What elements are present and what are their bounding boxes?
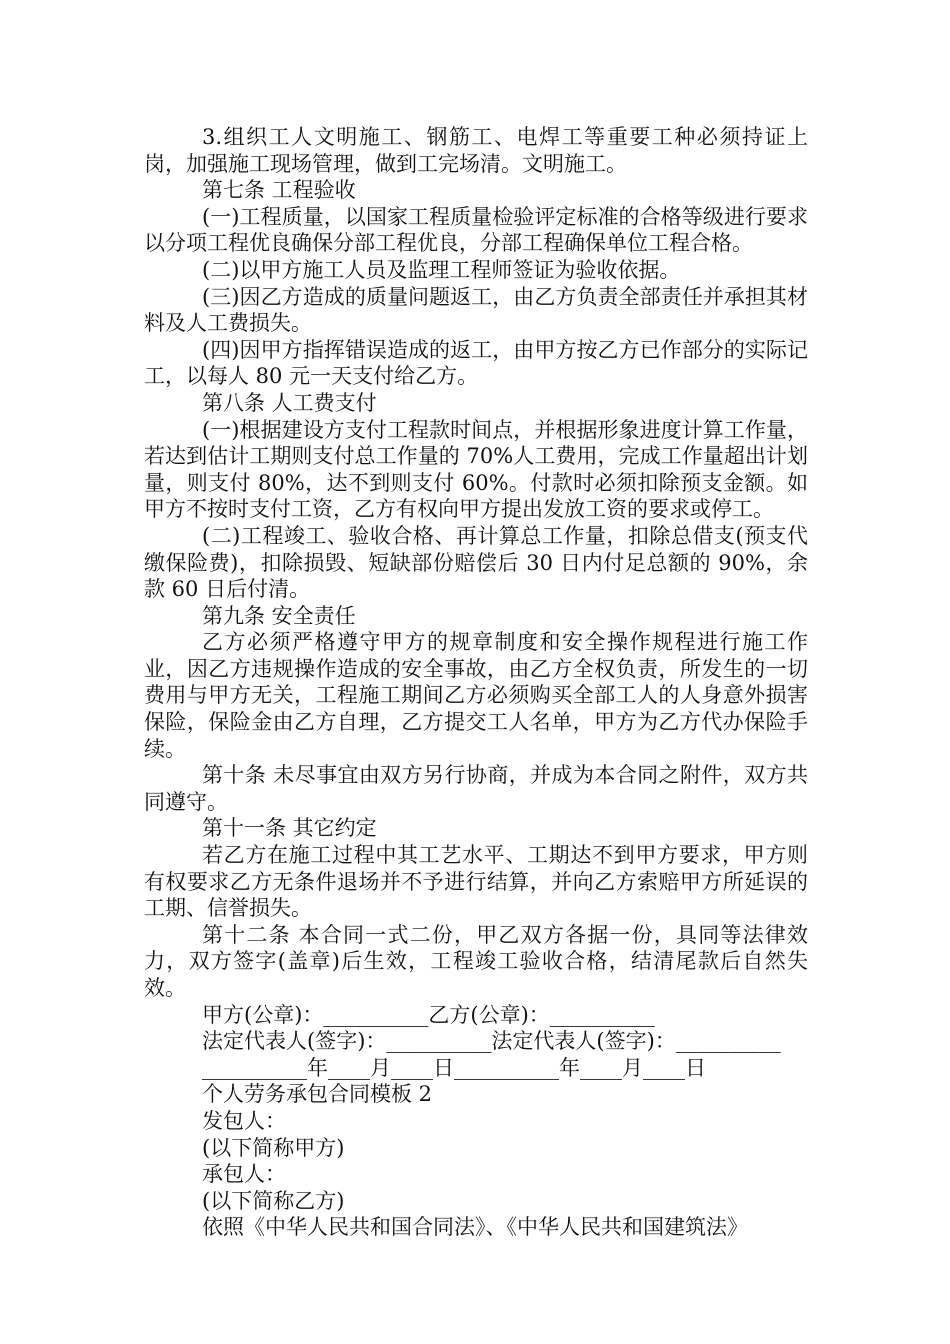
clause-11: 若乙方在施工过程中其工艺水平、工期达不到甲方要求，甲方则有权要求乙方无条件退场并不予进行结算，并向乙方索赔甲方所延误的工期、信誉损失。 [144, 843, 808, 921]
heading-article-7: 第七条 工程验收 [202, 178, 356, 203]
clause-7-2: (二)以甲方施工人员及监理工程师签证为验收依据。 [202, 257, 681, 282]
clause-8-1: (一)根据建设方支付工程款时间点，并根据形象进度计算工作量，若达到估计工期则支付总工作量的 70%人工费用，完成工作量超出计划量，则支付 80%，达不到则支付 60%。付款时必须扣除预支金额。如甲方不按时支付工资，乙方有权向甲方提出发放工资的要求或停工。 [144, 417, 808, 522]
clause-civilized-construction: 3.组织工人文明施工、钢筋工、电焊工等重要工种必须持证上岗，加强施工现场管理，做到工完场清。文明施工。 [144, 125, 808, 176]
signature-seal-line: 甲方(公章)：__________乙方(公章)：__________ [202, 1002, 655, 1027]
issuer-label: 发包人： [202, 1108, 286, 1133]
signature-representative-line: 法定代表人(签字)：__________法定代表人(签字)：__________ [202, 1029, 781, 1054]
clause-7-3: (三)因乙方造成的质量问题返工，由乙方负责全部责任并承担其材料及人工费损失。 [144, 284, 808, 336]
article-10: 第十条 未尽事宜由双方另行协商，并成为本合同之附件，双方共同遵守。 [144, 763, 808, 814]
heading-article-8: 第八条 人工费支付 [202, 390, 377, 415]
contractor-label: 承包人： [202, 1162, 286, 1187]
signature-date-line: __________年____月____日__________年____月____日 [202, 1055, 706, 1080]
article-12: 第十二条 本合同一式二份，甲乙双方各据一份，具同等法律效力，双方签字(盖章)后生效，工程竣工验收合格，结清尾款后自然失效。 [144, 922, 808, 1000]
clause-7-4: (四)因甲方指挥错误造成的返工，由甲方按乙方已作部分的实际记工，以每人 80 元一天支付给乙方。 [144, 337, 808, 389]
clause-8-2: (二)工程竣工、验收合格、再计算总工作量，扣除总借支(预支代缴保险费)，扣除损毁、短缺部份赔偿后 30 日内付足总额的 90%，余款 60 日后付清。 [144, 523, 808, 602]
issuer-note: (以下简称甲方) [202, 1135, 345, 1160]
contract-body [144, 124, 808, 1241]
clause-9: 乙方必须严格遵守甲方的规章制度和安全操作规程进行施工作业，因乙方违规操作造成的安全事故，由乙方全权负责，所发生的一切费用与甲方无关，工程施工期间乙方必须购买全部工人的人身意外损害保险，保险金由乙方自理，乙方提交工人名单，甲方为乙方代办保险手续。 [144, 630, 808, 761]
template-2-title: 个人劳务承包合同模板 2 [202, 1082, 433, 1107]
legal-basis-line: 依照《中华人民共和国合同法》、《中华人民共和国建筑法》 [202, 1215, 748, 1240]
heading-article-9: 第九条 安全责任 [202, 603, 356, 628]
clause-7-1: (一)工程质量，以国家工程质量检验评定标准的合格等级进行要求以分项工程优良确保分部工程优良，分部工程确保单位工程合格。 [144, 204, 808, 256]
heading-article-11: 第十一条 其它约定 [202, 816, 377, 841]
contractor-note: (以下简称乙方) [202, 1188, 345, 1213]
